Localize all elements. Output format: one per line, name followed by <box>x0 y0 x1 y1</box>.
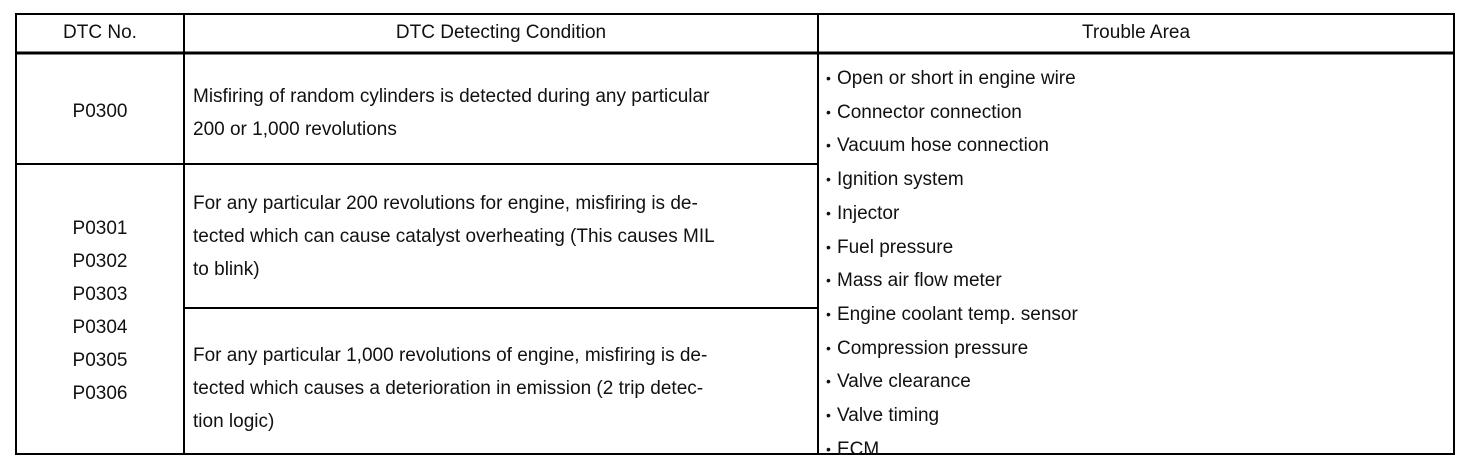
trouble-area-item <box>826 298 1446 332</box>
bullet-icon: • <box>826 272 831 289</box>
trouble-area-item <box>826 231 1446 265</box>
trouble-area-item <box>826 399 1446 433</box>
condition-line: tion logic) <box>193 411 275 432</box>
bullet-icon: • <box>826 339 831 356</box>
condition-line: For any particular 1,000 revolutions of engine, misfiring is de- <box>193 345 708 366</box>
dtc-code: P0303 <box>72 284 128 305</box>
trouble-area-label: Fuel pressure <box>837 236 954 258</box>
trouble-area-label: Engine coolant temp. sensor <box>837 303 1078 325</box>
dtc-code: P0302 <box>72 251 128 272</box>
trouble-area-item <box>826 163 1446 197</box>
trouble-area-item <box>826 264 1446 298</box>
condition-random-misfire <box>184 80 818 146</box>
trouble-area-item <box>826 332 1446 366</box>
trouble-area-item <box>826 197 1446 231</box>
bullet-icon: • <box>826 407 831 424</box>
condition-line: Misfiring of random cylinders is detected during any particular <box>193 86 710 107</box>
condition-line: 200 or 1,000 revolutions <box>193 119 397 140</box>
trouble-area-item <box>826 96 1446 130</box>
trouble-area-cell <box>826 62 1446 466</box>
trouble-area-label: Mass air flow meter <box>837 270 1002 292</box>
dtc-code-list-p0301-p0306 <box>16 212 184 410</box>
header-dtc-no: DTC No. <box>63 22 137 43</box>
header-detecting-condition: DTC Detecting Condition <box>395 22 607 43</box>
trouble-area-label: Ignition system <box>837 169 964 191</box>
bullet-icon: • <box>826 171 831 188</box>
trouble-area-label: Injector <box>837 202 900 224</box>
dtc-code: P0305 <box>72 350 128 371</box>
condition-emission-deterioration <box>184 339 818 438</box>
trouble-area-label: Open or short in engine wire <box>837 68 1076 89</box>
dtc-code: P0300 <box>72 101 128 122</box>
dtc-code: P0306 <box>72 383 128 404</box>
condition-catalyst-overheating <box>184 187 818 286</box>
trouble-area-label: Valve clearance <box>837 371 971 393</box>
bullet-icon: • <box>826 137 831 154</box>
trouble-area-item <box>826 62 1446 96</box>
trouble-area-list <box>826 62 1446 466</box>
bullet-icon: • <box>826 373 831 390</box>
trouble-area-label: Connector connection <box>837 101 1022 123</box>
trouble-area-item <box>826 365 1446 399</box>
dtc-code-p0300 <box>16 95 184 128</box>
bullet-icon: • <box>826 305 831 322</box>
header-trouble-area: Trouble Area <box>1081 22 1191 43</box>
trouble-area-item <box>826 433 1446 467</box>
bullet-icon: • <box>826 238 831 255</box>
condition-line: tected which causes a deterioration in emission (2 trip detec- <box>193 378 704 399</box>
bullet-icon: • <box>826 440 831 457</box>
condition-line: tected which can cause catalyst overheating (This causes MIL <box>193 226 715 247</box>
dtc-code: P0301 <box>72 218 128 239</box>
trouble-area-item <box>826 129 1446 163</box>
trouble-area-label: Valve timing <box>837 405 940 427</box>
trouble-area-label: Compression pressure <box>837 337 1029 359</box>
bullet-icon: • <box>826 204 831 221</box>
bullet-icon: • <box>826 70 831 86</box>
trouble-area-label: ECM <box>837 438 880 460</box>
bullet-icon: • <box>826 103 831 120</box>
dtc-code: P0304 <box>72 317 128 338</box>
trouble-area-label: Vacuum hose connection <box>837 135 1049 157</box>
condition-line: to blink) <box>193 259 260 280</box>
condition-line: For any particular 200 revolutions for engine, misfiring is de- <box>193 193 698 214</box>
